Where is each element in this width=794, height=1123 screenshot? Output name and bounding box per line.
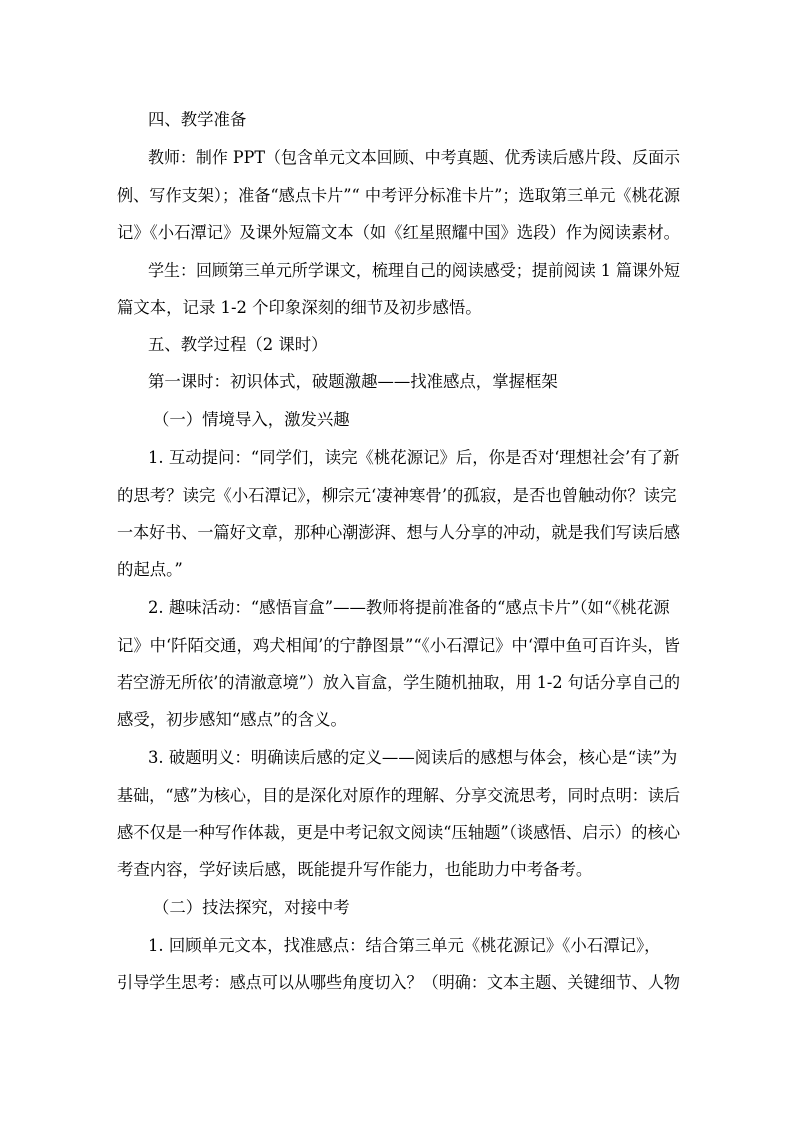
paragraph-line: 一本好书、一篇好文章，那种心潮澎湃、想与人分享的冲动，就是我们写读后感 xyxy=(117,523,681,542)
paragraph-line: 1. 回顾单元文本，找准感点：结合第三单元《桃花源记》《小石潭记》， xyxy=(148,936,661,955)
paragraph-line: 教师：制作 PPT（包含单元文本回顾、中考真题、优秀读后感片段、反面示 xyxy=(148,148,680,167)
paragraph-line: 的起点。” xyxy=(117,560,183,579)
subsection-heading: （一）情境导入，激发兴趣 xyxy=(153,410,350,429)
paragraph-line: 若空游无所依’的清澈意境”）放入盲盒，学生随机抽取，用 1-2 句话分享自己的 xyxy=(117,673,681,692)
paragraph-line: 引导学生思考：感点可以从哪些角度切入？（明确：文本主题、关键细节、人物 xyxy=(117,973,681,992)
paragraph-line: 记》中‘阡陌交通，鸡犬相闻’的宁静图景”“《小石潭记》中‘潭中鱼可百许头，皆 xyxy=(117,636,680,655)
paragraph-line: 3. 破题明义：明确读后感的定义——阅读后的感想与体会，核心是“读”为 xyxy=(148,748,678,767)
paragraph-line: 考查内容，学好读后感，既能提升写作能力，也能助力中考备考。 xyxy=(117,860,593,879)
paragraph-line: 感受，初步感知“感点”的含义。 xyxy=(117,710,347,729)
paragraph-line: 的思考？读完《小石潭记》，柳宗元‘凄神寒骨’的孤寂，是否也曾触动你？读完 xyxy=(117,486,677,505)
paragraph-line: 1. 互动提问：“同学们，读完《桃花源记》后，你是否对‘理想社会’有了新 xyxy=(148,448,680,467)
paragraph-line: 2. 趣味活动：“感悟盲盒”——教师将提前准备的“感点卡片”（如“《桃花源 xyxy=(148,598,670,617)
subsection-heading: （二）技法探究，对接中考 xyxy=(153,898,350,917)
paragraph-line: 篇文本，记录 1-2 个印象深刻的细节及初步感悟。 xyxy=(117,298,482,317)
paragraph-line: 感不仅是一种写作体裁，更是中考记叙文阅读“压轴题”（谈感悟、启示）的核心 xyxy=(117,823,681,842)
section-heading-preparation: 四、教学准备 xyxy=(148,110,247,129)
section-heading-process: 五、教学过程（2 课时） xyxy=(148,335,328,354)
paragraph-line: 基础，“感”为核心，目的是深化对原作的理解、分享交流思考，同时点明：读后 xyxy=(117,786,681,805)
lesson-heading: 第一课时：初识体式，破题激趣——找准感点，掌握框架 xyxy=(148,372,558,391)
paragraph-line: 学生：回顾第三单元所学课文，梳理自己的阅读感受；提前阅读 1 篇课外短 xyxy=(148,261,680,280)
paragraph-line: 记》《小石潭记》及课外短篇文本（如《红星照耀中国》选段）作为阅读素材。 xyxy=(117,223,680,242)
paragraph-line: 例、写作支架）；准备“感点卡片”“ 中考评分标准卡片”；选取第三单元《桃花源 xyxy=(117,186,681,205)
